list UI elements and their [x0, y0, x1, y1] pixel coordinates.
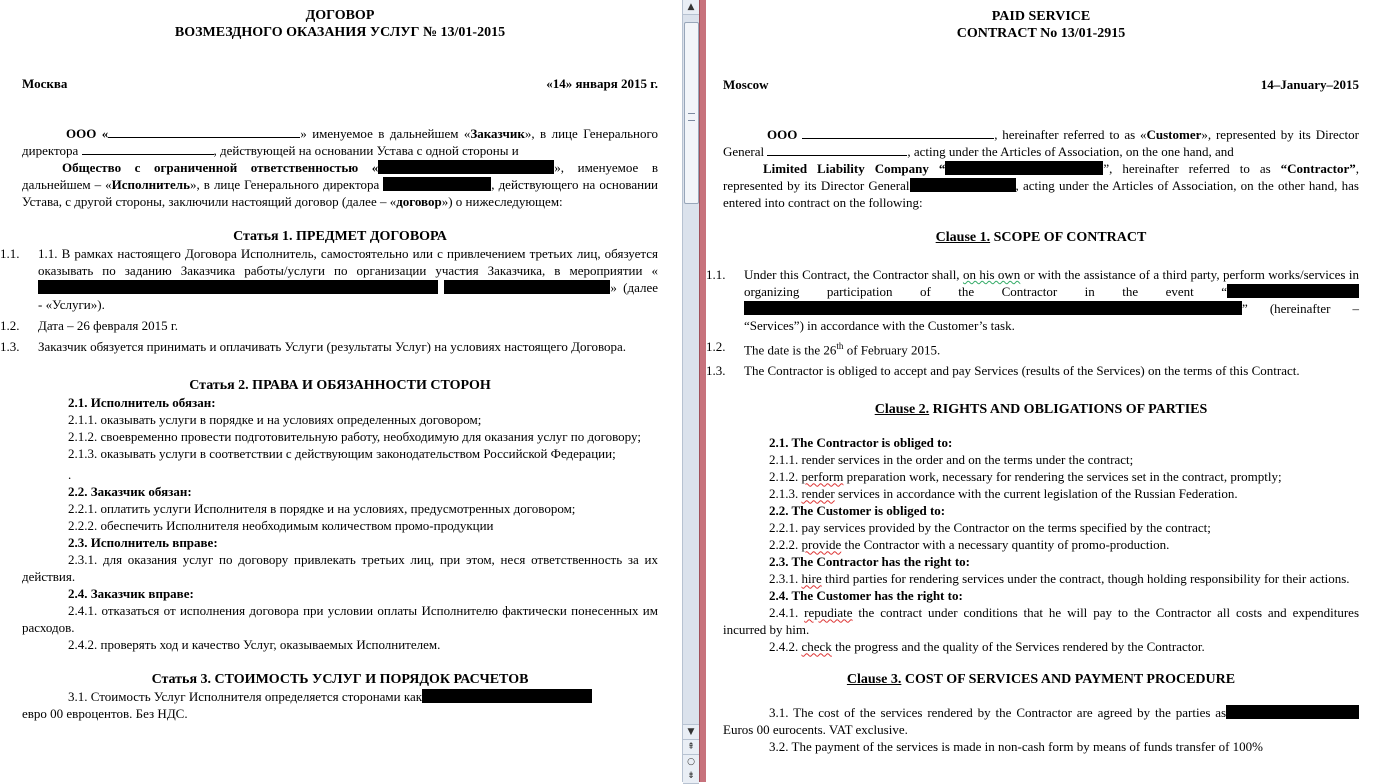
blank-field	[767, 143, 907, 156]
item-2-4-1: 2.4.1. repudiate the contract under conditions that he will pay to the Contractor all costs and expenditures incurred by him.	[723, 605, 1360, 638]
vertical-scrollbar[interactable]	[682, 0, 699, 782]
redacted-block	[1227, 284, 1359, 298]
section-2-2: 2.2. Заказчик обязан:	[68, 484, 192, 499]
document-page-english	[706, 0, 1360, 755]
item-2-1-1: 2.1.1. render services in the order and on the terms under the contract;	[769, 452, 1134, 468]
contract-title: PAID SERVICE	[991, 9, 1091, 24]
item-2-1-3: 2.1.3. оказывать услуги в соответствии с действующим законодательством Российской Федерации;	[68, 446, 616, 461]
item-1-2: 1.2. The date is the 26th of February 2015.	[706, 339, 941, 358]
section-2-1: 2.1. The Contractor is obliged to:	[769, 435, 953, 451]
article-1-heading: Статья 1. ПРЕДМЕТ ДОГОВОРА	[233, 229, 447, 244]
item-2-4-2: 2.4.2. check the progress and the quality of the Services rendered by the Contractor.	[769, 639, 1205, 655]
redacted-block	[378, 160, 554, 174]
city-date-row	[22, 75, 658, 92]
city: Москва	[22, 76, 68, 91]
clause-2-heading: Clause 2. RIGHTS AND OBLIGATIONS OF PARTIES	[874, 402, 1208, 418]
contract-subtitle: CONTRACT No 13/01-2915	[956, 26, 1126, 41]
contract-date: 14–January–2015	[1260, 77, 1359, 92]
item-1-1: 1.1. Under this Contract, the Contractor shall, on his own or with the assistance of a third party, perform works/services in organizing participation of the Contractor in the event “ ” (hereinafter – “Services”) in accordance with the Customer’s task.	[706, 267, 1360, 333]
item-1-2: 1.2. Дата – 26 февраля 2015 г.	[0, 318, 178, 333]
contract-title: ДОГОВОР	[305, 8, 375, 23]
item-3-1-cont: евро 00 евроцентов. Без НДС.	[22, 706, 188, 721]
item-2-1-3: 2.1.3. render services in accordance with the current legislation of the Russian Federation.	[769, 486, 1238, 502]
blank-field	[108, 125, 300, 138]
blank-field	[802, 126, 994, 139]
item-2-1-2: 2.1.2. своевременно провести подготовительную работу, необходимую для оказания услуг по договору;	[68, 429, 641, 444]
grip-icon	[688, 113, 695, 121]
section-2-1: 2.1. Исполнитель обязан:	[68, 395, 216, 410]
item-3-1: 3.1. The cost of the services rendered by the Contractor are agreed by the parties as Euros 00 eurocents. VAT exclusive.	[723, 704, 1359, 738]
item-1-1: 1.1. 1.1. В рамках настоящего Договора Исполнитель, самостоятельно или с привлечением третьих лиц, обязуется оказывать по заданию Заказчика работы/услуги по организации участия Заказчика, в мероприятии « » (далее - «Услуги»).	[0, 246, 659, 312]
document-page-russian	[0, 0, 659, 722]
next-page-button[interactable]: ⇟	[683, 769, 699, 784]
clause-3-heading: Clause 3. COST OF SERVICES AND PAYMENT PROCEDURE	[846, 672, 1236, 688]
item-1-3: 1.3. The Contractor is obliged to accept and pay Services (results of the Services) on the terms of this Contract.	[706, 363, 1300, 379]
blank-field	[82, 142, 214, 155]
preamble-paragraph: OOO , hereinafter referred to as «Customer», represented by its Director General , acting under the Articles of Association, on the one hand, and Limited Liability Company “ ”, hereinafter referred to as “Contractor”, represented by its Director General , acting under the Articles of Association, on the other hand, has entered into contract on the following:	[723, 127, 1359, 210]
section-2-4: 2.4. The Customer has the right to:	[769, 588, 963, 604]
scroll-thumb[interactable]	[684, 22, 699, 204]
article-2-heading: Статья 2. ПРАВА И ОБЯЗАННОСТИ СТОРОН	[189, 378, 491, 393]
redacted-block	[744, 301, 1242, 315]
item-2-2-1: 2.2.1. pay services provided by the Contractor on the terms specified by the contract;	[769, 520, 1211, 536]
item-1-3: 1.3. Заказчик обязуется принимать и оплачивать Услуги (результаты Услуг) на условиях настоящего Договора.	[0, 339, 627, 354]
item-3-1: 3.1. Стоимость Услуг Исполнителя определяется сторонами как	[22, 688, 658, 705]
scroll-down-button[interactable]: ▼	[683, 724, 699, 740]
previous-page-button[interactable]: ⇞	[683, 740, 699, 755]
select-browse-object-button[interactable]: ○	[683, 755, 699, 770]
section-2-2: 2.2. The Customer is obliged to:	[769, 503, 946, 519]
redacted-block	[444, 280, 610, 294]
item-2-3-1: 2.3.1. для оказания услуг по договору привлекать третьих лиц, при этом, неся ответственность за их действия.	[22, 552, 658, 584]
redacted-block	[422, 689, 592, 703]
contract-date: «14» января 2015 г.	[546, 76, 658, 91]
redacted-block	[38, 280, 438, 294]
item-2-3-1: 2.3.1. hire third parties for rendering services under the contract, though holding responsibility for their actions.	[769, 571, 1350, 587]
item-2-2-1: 2.2.1. оплатить услуги Исполнителя в порядке и на условиях, предусмотренных договором;	[68, 501, 576, 516]
redacted-block	[1241, 705, 1359, 719]
item-2-4-2: 2.4.2. проверять ход и качество Услуг, оказываемых Исполнителем.	[68, 637, 441, 652]
redacted-block	[945, 161, 1103, 175]
item-2-2-2: 2.2.2. обеспечить Исполнителя необходимым количеством промо-продукции	[68, 518, 494, 533]
section-2-3: 2.3. Исполнитель вправе:	[68, 535, 218, 550]
city: Moscow	[723, 77, 769, 92]
article-3-heading: Статья 3. СТОИМОСТЬ УСЛУГ И ПОРЯДОК РАСЧЕТОВ	[151, 672, 529, 687]
scroll-up-button[interactable]: ▲	[683, 0, 699, 15]
section-2-3: 2.3. The Contractor has the right to:	[769, 554, 971, 570]
clause-1-heading: Clause 1. SCOPE OF CONTRACT	[935, 230, 1147, 245]
item-2-4-1: 2.4.1. отказаться от исполнения договора при условии оплаты Исполнителю фактически понесенных им расходов.	[22, 603, 658, 635]
preamble-paragraph: ООО « » именуемое в дальнейшем «Заказчик», в лице Генерального директора , действующей на основании Устава с одной стороны и Общество с ограниченной ответственностью « », именуемое в дальнейшем – «Исполнитель», в лице Генерального директора , действующего на основании Устава, с другой стороны, заключили настоящий договор (далее – «договор») о нижеследующем:	[22, 126, 659, 209]
item-2-2-2: 2.2.2. provide the Contractor with a necessary quantity of promo-production.	[769, 537, 1170, 553]
item-2-1-1: 2.1.1. оказывать услуги в порядке и на условиях определенных договором;	[68, 412, 482, 427]
redacted-block	[383, 177, 491, 191]
section-2-4: 2.4. Заказчик вправе:	[68, 586, 194, 601]
dot: .	[68, 467, 72, 482]
document-pane-english[interactable]	[706, 0, 1400, 782]
contract-subtitle: ВОЗМЕЗДНОГО ОКАЗАНИЯ УСЛУГ № 13/01-2015	[174, 25, 506, 40]
city-date-row	[723, 76, 1359, 93]
document-pane-russian[interactable]	[0, 0, 682, 782]
item-3-2: 3.2. The payment of the services is made in non-cash form by means of funds transfer of 100%	[769, 739, 1263, 755]
redacted-block	[910, 178, 1016, 192]
item-2-1-2: 2.1.2. perform preparation work, necessary for rendering the services set in the contract, promptly;	[769, 469, 1282, 485]
